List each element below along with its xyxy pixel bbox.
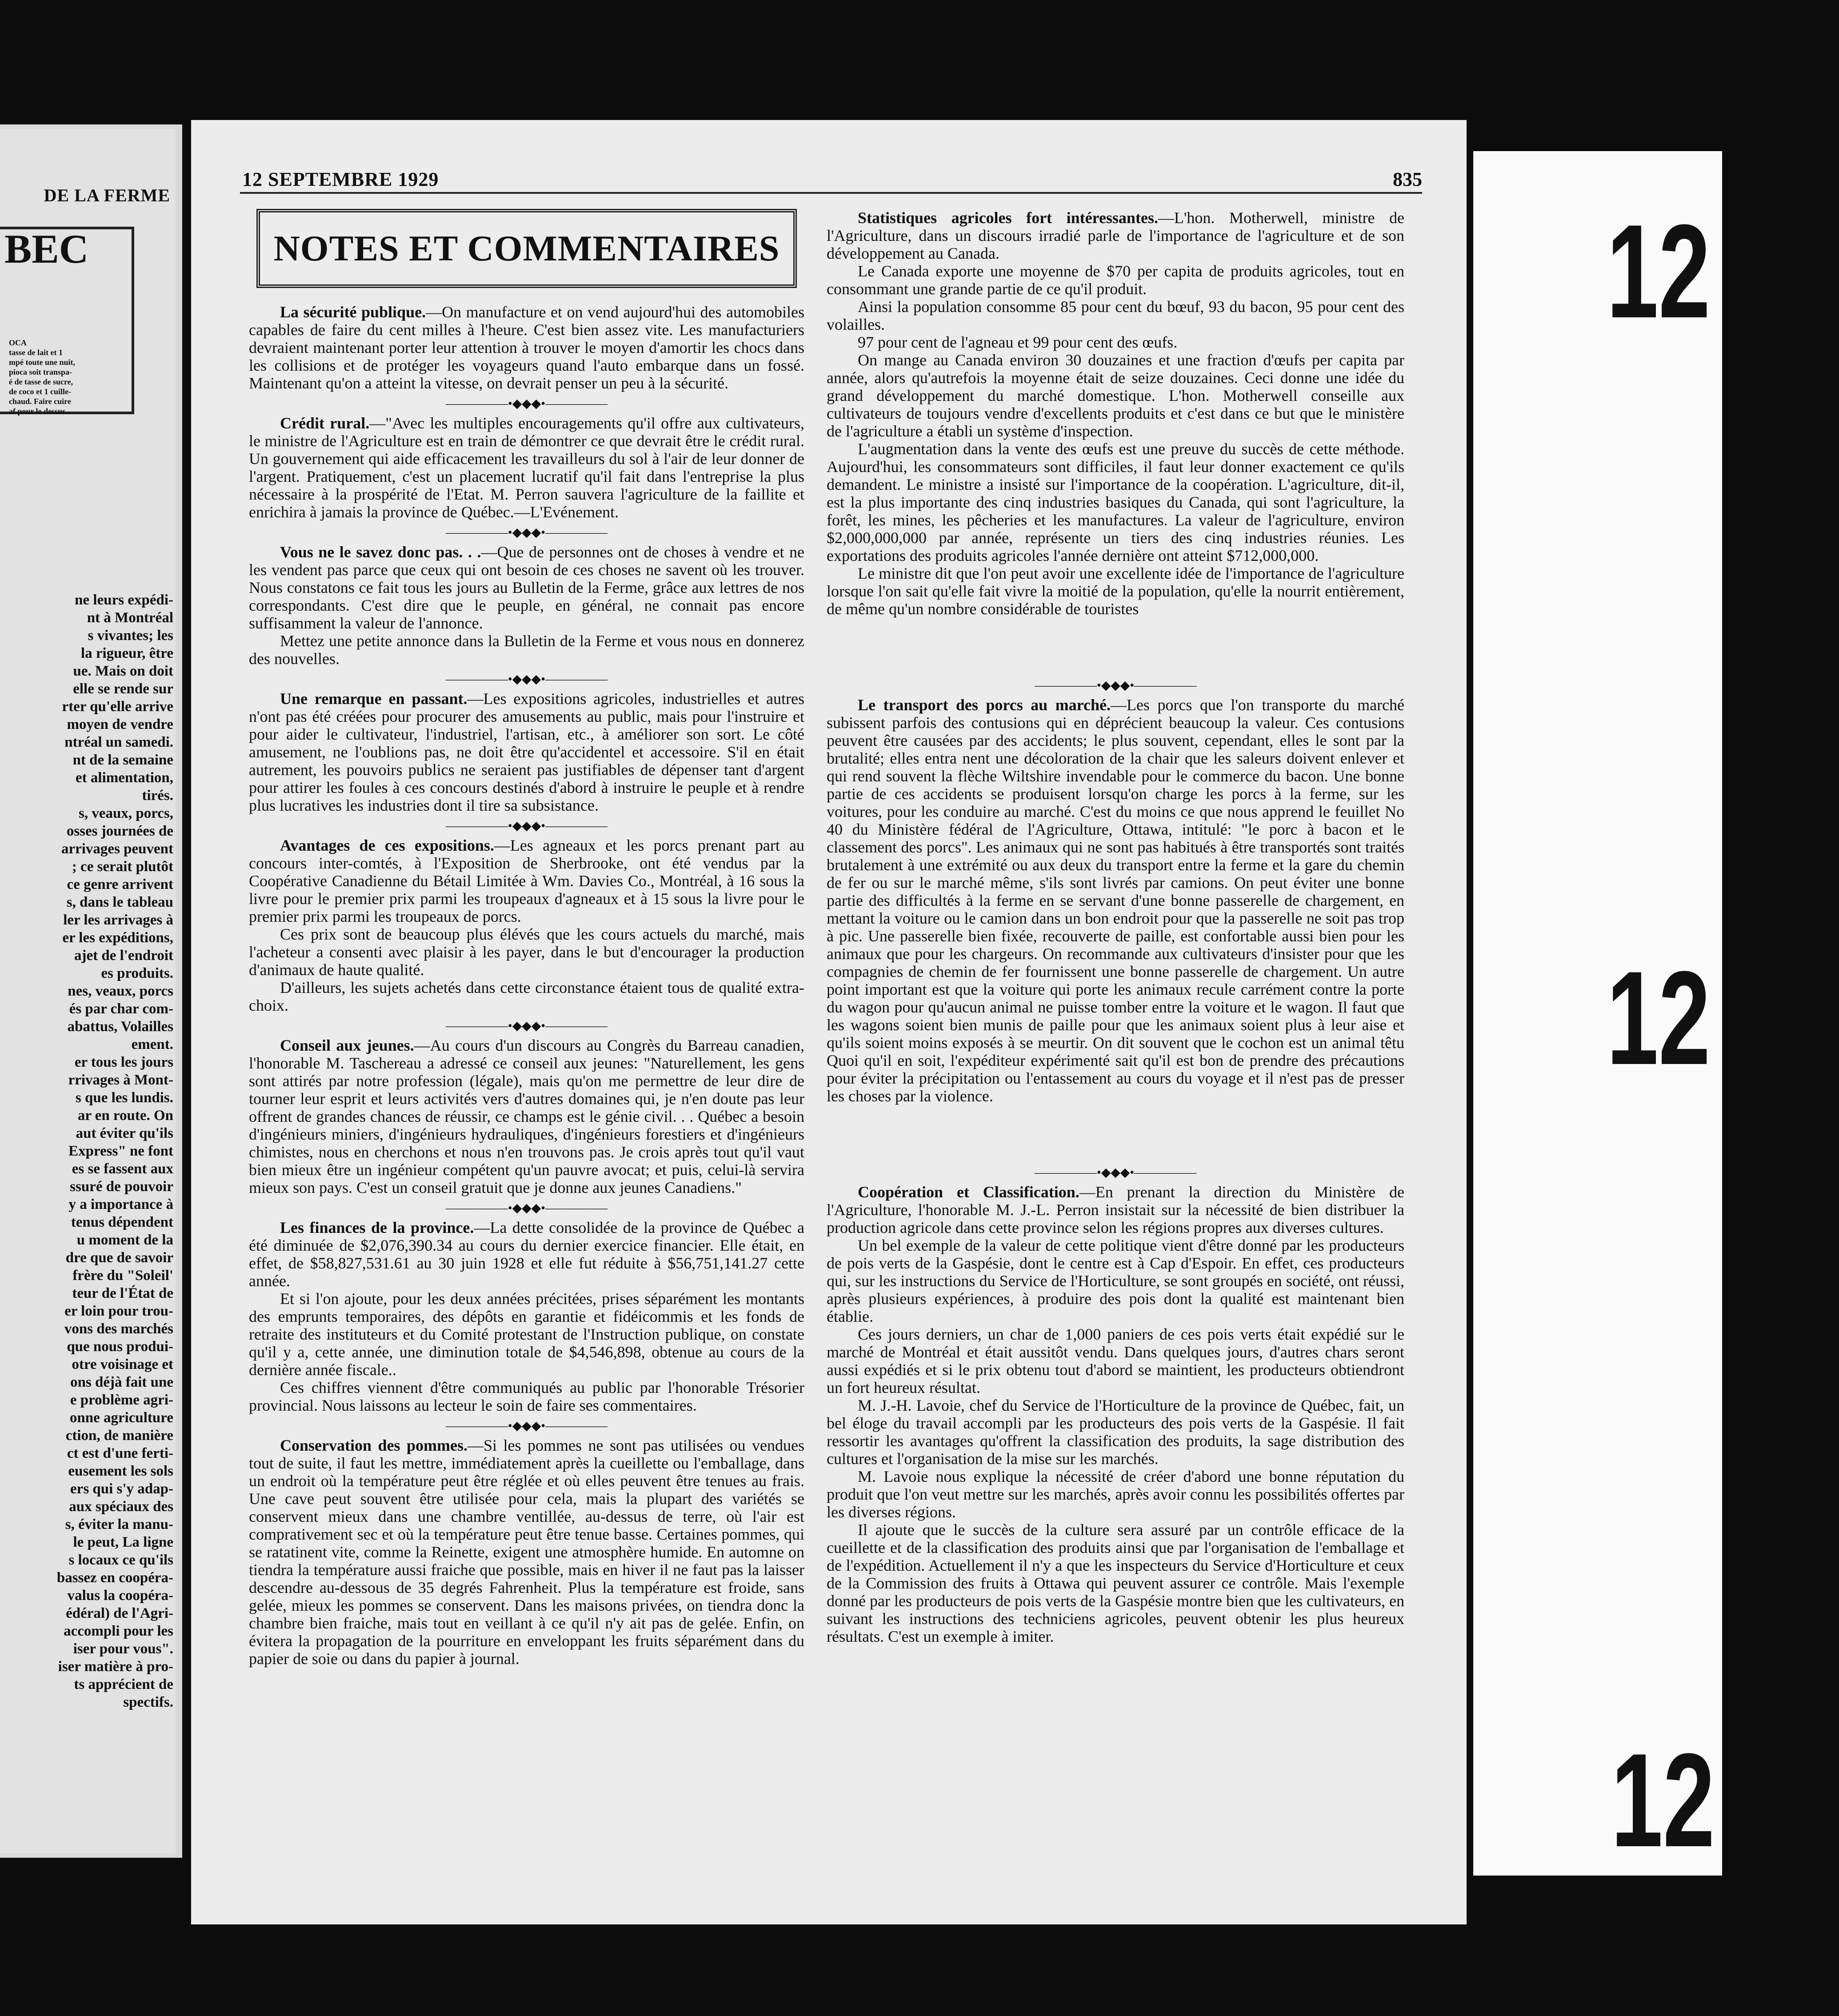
article-text: Ainsi la population consomme 85 pour cent du bœuf, 93 du bacon, 95 pour cent des volailles. <box>827 298 1404 333</box>
article-paragraph <box>827 1468 1404 1521</box>
left-column <box>249 209 804 1672</box>
article-title: Coopération et Classification. <box>858 1183 1079 1201</box>
article-title: Crédit rural. <box>280 414 370 432</box>
article-separator: —————•◆◆◆•————— <box>445 1201 608 1215</box>
article-text: Le Canada exporte une moyenne de $70 per capita de produits agricoles, tout en consommant une grande partie de ce qu'il produit. <box>827 262 1404 298</box>
text-fragment: que nous produi- <box>67 1339 173 1355</box>
text-fragment: ue. Mais on doit <box>73 663 173 679</box>
article-paragraph <box>249 925 804 979</box>
recipe-line: é de tasse de sucre, <box>9 377 73 386</box>
text-fragment: er les expéditions, <box>62 930 173 946</box>
text-fragment: s locaux ce qu'ils <box>68 1552 173 1568</box>
article <box>249 690 804 814</box>
article-title: Le transport des porcs au marché. <box>858 696 1111 714</box>
text-fragment: ts apprécient de <box>74 1676 173 1692</box>
article-paragraph <box>249 543 804 632</box>
article-title: Conservation des pommes. <box>280 1436 468 1454</box>
article-text: M. Lavoie nous explique la nécessité de créer d'abord une bonne réputation du produit que l'on veut mettre sur les marchés, après avoir connu les possibilités offertes par les diverses régions. <box>827 1468 1404 1521</box>
column-gap <box>827 1109 1404 1163</box>
article <box>249 1436 804 1668</box>
text-fragment: nes, veaux, porcs <box>68 983 173 999</box>
article-paragraph <box>249 1436 804 1668</box>
text-fragment: ler les arrivages à <box>63 912 173 928</box>
recipe-box <box>9 338 124 416</box>
text-fragment: elle se rende sur <box>73 681 173 697</box>
text-fragment: le peut, La ligne <box>73 1534 173 1550</box>
article-separator: —————•◆◆◆•————— <box>445 819 608 833</box>
article-paragraph <box>249 1219 804 1290</box>
article-text: Un bel exemple de la valeur de cette politique vient d'être donné par les producteurs de pois verts de la Gaspésie, dont le centre est à Cap d'Espoir. En effet, ces producteurs qui, sur les instructions du Service de l'Horticulture, se sont groupés en société, ont réussi, après plusieurs expériences, à produire des pois dont la qualité est maintenant bien établie. <box>827 1236 1404 1325</box>
article-text: Le ministre dit que l'on peut avoir une excellente idée de l'importance de l'agriculture lorsque l'on sait qu'elle fait vivre la moitié de la population, qu'elle la nourrit entièrement, de même qu'un nombre considérable de touristes <box>827 564 1404 618</box>
page-date: 12 SEPTEMBRE 1929 <box>242 168 439 190</box>
article-title: Statistiques agricoles fort intéressantes. <box>858 209 1158 227</box>
text-fragment: abattus, Volailles <box>67 1019 173 1035</box>
article-text: —Les porcs que l'on transporte du marché subissent parfois des contusions qui en déprécient beaucoup la valeur. Ces contusions peuvent être causées par des accidents; le plus souvent, cependant, elles le sont par la brutalité; elles entra nent une décoloration de la chair que les saleurs doivent enlever et qui rend souvent la flèche Wiltshire invendable pour le commerce du bacon. Une bonne partie de ces accidents se produisent lorsqu'on charge les porcs à la ferme, sur les voitures, pour les conduire au marché. C'est du moins ce que nous apprend le feuillet No 40 du Ministère fédéral de l'Agriculture, Ottawa, intitulé: "le porc à bacon et le classement des porcs". Les animaux qui ne sont pas habitués à être transportés sont traités brutalement à une extrémité ou aux deux du transport entre la ferme et la gare du chemin de fer ou sur le marché même, s'ils sont livrés par camions. On peut éviter une bonne partie des difficultés à la ferme en se servant d'une bonne passerelle de chargement, en mettant la voiture ou le camion dans un bon endroit pour que la passerelle ne soit pas trop à pic. Une passerelle bien fixée, recouverte de paille, est confortable aussi bien pour les animaux que pour les chargeurs. On recommande aux cultivateurs d'insister pour que les compagnies de chemin de fer fournissent une bonne passerelle de chargement. Un autre point important est que la voiture qui porte les animaux recule carrément contre la porte du wagon pour qu'aucun animal ne puisse tomber entre la voiture et le wagon. Il faut que les wagons soient bien munis de paille pour que les animaux soient plus à leur aise et qu'ils soient moins exposés à se meurtir. On dit souvent que le cochon est un animal têtu Quoi qu'il en soit, l'expéditeur expérimenté sait qu'il est bon de prendre des précautions pour éviter la précipitation ou l'entassement au cours du voyage et il n'est pas de presser les choses par la violence. <box>827 696 1405 1105</box>
recipe-line: pioca soit transpa- <box>9 368 72 376</box>
article-text: Mettez une petite annonce dans la Bulletin de la Ferme et vous nous en donnerez des nouvelles. <box>249 632 804 668</box>
text-fragment: es produits. <box>101 965 173 981</box>
text-fragment: et alimentation, <box>76 770 173 786</box>
text-fragment: aut éviter qu'ils <box>76 1125 173 1141</box>
text-fragment: ne leurs expédi- <box>75 592 173 608</box>
text-fragment: ajet de l'endroit <box>74 948 173 964</box>
article-paragraph <box>827 1236 1404 1325</box>
recipe-heading: OCA <box>9 338 27 347</box>
text-fragment: aux spéciaux des <box>69 1499 173 1515</box>
frame-marker: 12 <box>1607 943 1711 1092</box>
text-fragment: ar en route. On <box>77 1108 173 1124</box>
previous-page-header: DE LA FERME <box>44 185 170 205</box>
text-fragment: teur de l'État de <box>72 1285 173 1301</box>
article <box>827 1183 1404 1645</box>
article-paragraph <box>249 414 804 521</box>
text-fragment: tenus dépendent <box>71 1214 173 1230</box>
text-fragment: moyen de vendre <box>67 716 173 732</box>
article-text: —Si les pommes ne sont pas utilisées ou vendues tout de suite, il faut les mettre, immédiatement après la cueillette ou l'emballage, dans un endroit où la température peut être réglée et où elles peuvent être tenues au frais. Une cave peut souvent être utilisée pour cela, mais la plupart des variétés se conservent mieux dans une chambre ventillée, au-dessus de terre, où l'air est comprativement sec et où la température peut être tenue basse. Certaines pommes, qui se ratatinent vite, comme la Reinette, exigent une atmosphère humide. En automne on tiendra la température aussi fraiche que possible, mais en hiver il ne faut pas la laisser descendre au-dessous de 35 degrés Fahrenheit. Plus la température est froide, sans gelée, mieux les pommes se conservent. Dans les maisons privées, on tiendra donc la chambre bien fraiche, mais tout en veillant à ce qu'il n'y ait pas de gelée. Enfin, on évitera la propagation de la pourriture en enveloppant les fruits séparément dans du papier de soie ou dans du papier à journal. <box>249 1436 805 1668</box>
text-fragment: nt de la semaine <box>72 752 173 768</box>
article-paragraph <box>827 1183 1404 1236</box>
article-text: Ces prix sont de beaucoup plus élévés que les cours actuels du marché, mais l'acheteur a consenti avec plaisir à les payer, dans le but d'encourager la production d'animaux de haute qualité. <box>249 925 804 979</box>
recipe-lines <box>9 348 124 416</box>
article-separator: —————•◆◆◆•————— <box>445 1019 608 1033</box>
text-fragment: accompli pour les <box>64 1623 173 1639</box>
text-fragment: rrivages à Mont- <box>68 1072 173 1088</box>
article-text: Et si l'on ajoute, pour les deux années précitées, prises séparément les montants des emprunts temporaires, des dépôts en garantie et fidéicommis et les fonds de retraite des instituteurs et du Comité protestant de l'Instruction publique, on constate qu'il y a, cette année, une diminution totale de $4,546,898, obtenue au cours de la dernière année fiscale.. <box>249 1290 804 1379</box>
text-fragment: e problème agri- <box>70 1392 173 1408</box>
text-fragment: es se fassent aux <box>72 1161 173 1177</box>
article-paragraph <box>827 262 1404 298</box>
recipe-line: de coco et 1 cuille- <box>9 387 71 396</box>
article <box>249 303 804 392</box>
text-fragment: s, veaux, porcs, <box>79 805 173 821</box>
text-fragment: ction, de manière <box>65 1428 173 1444</box>
masthead-fragment: BEC <box>4 226 89 272</box>
text-fragment: iser matière à pro- <box>58 1659 173 1675</box>
article-text: Ces chiffres viennent d'être communiqués au public par l'honorable Trésorier provincial. Nous laissons au lecteur le soin de faire ses commentaires. <box>249 1379 804 1414</box>
article-separator: —————•◆◆◆•————— <box>445 526 608 540</box>
title-box <box>256 209 797 288</box>
text-fragment: ntréal un samedi. <box>64 734 173 750</box>
text-fragment: bassez en coopéra- <box>56 1570 173 1586</box>
text-fragment: rter qu'elle arrive <box>62 699 173 715</box>
right-articles <box>827 209 1404 1645</box>
article-paragraph <box>827 440 1404 564</box>
recipe-line: mpé toute une nuit, <box>9 358 76 367</box>
article <box>827 209 1404 618</box>
text-fragment: ers qui s'y adap- <box>70 1481 173 1497</box>
text-fragment: y a importance à <box>68 1196 173 1212</box>
text-fragment: spectifs. <box>123 1694 173 1710</box>
article-paragraph <box>249 979 804 1014</box>
text-fragment: valus la coopéra- <box>67 1588 173 1604</box>
text-fragment: dre que de savoir <box>65 1250 173 1266</box>
article <box>249 414 804 521</box>
text-fragment: édéral) de l'Agri- <box>66 1605 173 1621</box>
article-paragraph <box>827 298 1404 333</box>
article-separator: —————•◆◆◆•————— <box>445 397 608 411</box>
recipe-line: af pour le dessus. <box>9 407 68 416</box>
text-fragment: osses journées de <box>66 823 173 839</box>
article <box>249 543 804 668</box>
article-paragraph <box>827 564 1404 618</box>
article-title: Avantages de ces expositions. <box>280 836 494 854</box>
article <box>827 696 1404 1105</box>
left-articles <box>249 303 804 1668</box>
text-fragment: Express" ne font <box>68 1143 173 1159</box>
article-paragraph <box>827 333 1404 351</box>
text-fragment: eusement les sols <box>68 1463 173 1479</box>
article-paragraph <box>827 1325 1404 1396</box>
article-text: —En prenant la direction du Ministère de l'Agriculture, l'honorable M. J.-L. Perron insistait sur la nécessité de bien distribuer la production agricole dans cette province selon les régions propres aux diverses cultures. <box>827 1183 1404 1236</box>
text-fragment: vons des marchés <box>64 1321 173 1337</box>
text-fragment: s, éviter la manu- <box>65 1516 173 1532</box>
recipe-line: chaud. Faire cuire <box>9 397 71 406</box>
article-title: Vous ne le savez donc pas. . . <box>280 543 481 561</box>
right-column <box>827 209 1404 1650</box>
article-text: —Les agneaux et les porcs prenant part au concours inter-comtés, à l'Exposition de Sherbrooke, ont été vendus par la Coopérative Canadienne du Bétail Limitée à Wm. Davies Co., Montréal, à 16 sous la livre pour le premier prix parmi les troupeaux d'agneaux et à 15 sous la livre pour le premier prix parmi les troupeaux de porcs. <box>249 836 804 925</box>
article-paragraph <box>249 303 804 392</box>
text-fragment: ssuré de pouvoir <box>70 1179 173 1195</box>
article-paragraph <box>827 1521 1404 1645</box>
text-fragment: ons déjà fait une <box>70 1374 173 1390</box>
article <box>249 1036 804 1196</box>
frame-marker: 12 <box>1607 196 1711 346</box>
article-text: —La dette consolidée de la province de Québec a été diminuée de $2,076,390.34 au cours du dernier exercice financier. Elle était, en effet, de $58,827,531.61 au 30 juin 1928 et elle fut réduite à $56,751,141.27 cette année. <box>249 1219 804 1290</box>
article-separator: —————•◆◆◆•————— <box>445 672 608 686</box>
text-fragment: er loin pour trou- <box>64 1303 173 1319</box>
article-text: Il ajoute que le succès de la culture sera assuré par un contrôle efficace de la cueillette et de la classification des produits ainsi que par l'organisation de l'emballage et de l'expédition. Actuellement il n'y a que les inspecteurs du Service d'Horticulture et ceux de la Commission des fruits à Ottawa qui peuvent assurer ce contrôle. Mais l'exemple donné par les producteurs de pois verts de la Gaspésie montre bien que les cultivateurs, en suivant les instructions des techniciens agricoles, peuvent obtenir les plus heureux résultats. C'est un exemple à imiter. <box>827 1521 1404 1645</box>
text-fragment: tirés. <box>142 788 173 804</box>
text-fragment: ct est d'une ferti- <box>67 1445 173 1461</box>
recipe-line: tasse de lait et 1 <box>9 348 63 357</box>
text-fragment: ; ce serait plutôt <box>72 859 173 875</box>
article-separator: —————•◆◆◆•————— <box>1034 1166 1197 1180</box>
article-paragraph <box>249 632 804 668</box>
article-paragraph <box>827 351 1404 440</box>
article <box>249 836 804 1014</box>
text-fragment: er tous les jours <box>74 1054 173 1070</box>
text-fragment: u moment de la <box>76 1232 173 1248</box>
scan-target-strip <box>1473 151 1722 1876</box>
previous-page-column <box>0 591 173 1711</box>
article-text: On mange au Canada environ 30 douzaines et une fraction d'œufs per capita par année, alors qu'autrefois la moyenne était de seize douzaines. Ceci donne une idée du grand développement du marché domestique. L'hon. Motherwell conseille aux cultivateurs de toujours vendre d'excellents produits et c'est dans ce but que le ministère de l'agriculture a établi un système d'inspection. <box>827 351 1404 440</box>
article-paragraph <box>827 1396 1404 1468</box>
page-title: NOTES ET COMMENTAIRES <box>273 228 780 268</box>
text-fragment: arrivages peuvent <box>61 841 173 857</box>
article-text: Ces jours derniers, un char de 1,000 paniers de ces pois verts était expédié sur le marché de Montréal et était aussitôt vendu. Dans quelques jours, d'autres chars seront aussi expédiés et si le prix obtenu tout d'abord se maintient, les producteurs obtiendront un fort heureux résultat. <box>827 1325 1404 1396</box>
text-fragment: s, dans le tableau <box>66 894 173 910</box>
article-paragraph <box>827 209 1404 262</box>
article-text: —On manufacture et on vend aujourd'hui des automobiles capables de faire du cent milles à l'heure. C'est bien assez vite. Les manufacturiers devraient maintenant porter leur attention à trouver le moyen d'amortir les chocs dans les collisions et de protéger les voyageurs quand l'auto embarque dans un fossé. Maintenant qu'on a atteint la vitesse, on devrait penser un peu à la sécurité. <box>249 303 804 392</box>
article-paragraph <box>827 696 1404 1105</box>
article-paragraph <box>249 1379 804 1414</box>
frame-marker: 12 <box>1611 1725 1715 1875</box>
text-fragment: la rigueur, être <box>80 645 173 661</box>
article-text: M. J.-H. Lavoie, chef du Service de l'Horticulture de la province de Québec, fait, un bel éloge du travail accompli par les producteurs des pois verts de la Gaspésie. Il fait ressortir les avantages qu'offrent la classification des produits, la sage distribution des cultures et l'organisation de la mise sur les marchés. <box>827 1396 1404 1468</box>
article-text: —"Avec les multiples encouragements qu'il offre aux cultivateurs, le ministre de l'Agriculture est en train de démontrer ce que devrait être le crédit rural. Un gouvernement qui aide efficacement les travailleurs du sol à l'air de leur donner de l'argent. Pratiquement, c'est un placement lucratif qu'il fait dans l'entreprise la plus nécessaire à la prospérité de l'Etat. M. Perron sauvera l'agriculture de la faillite et enrichira à jamais la province de Québec.—L'Evénement. <box>249 414 804 521</box>
article <box>249 1219 804 1414</box>
article-text: —L'hon. Motherwell, ministre de l'Agriculture, dans un discours irradié parle de l'importance de l'agriculture et de son développement au Canada. <box>827 209 1404 262</box>
article-paragraph <box>249 836 804 925</box>
text-fragment: s vivantes; les <box>88 628 173 644</box>
article-title: La sécurité publique. <box>280 303 426 321</box>
text-fragment: és par char com- <box>69 1001 173 1017</box>
text-fragment: ce genre arrivent <box>67 876 173 892</box>
article-separator: —————•◆◆◆•————— <box>445 1419 608 1433</box>
article-paragraph <box>249 1036 804 1196</box>
article-separator: —————•◆◆◆•————— <box>1034 679 1197 692</box>
article-text: D'ailleurs, les sujets achetés dans cette circonstance étaient tous de qualité extra-choix. <box>249 979 804 1014</box>
text-fragment: s que les lundis. <box>75 1090 173 1106</box>
article-text: —Les expositions agricoles, industrielles et autres n'ont pas été créées pour procurer des amusements au public, mais pour l'instruire et pour aider le cultivateur, l'industriel, l'artisan, etc., à améliorer son sort. Le côté amusement, ne l'oublions pas, ne doit être qu'accidentel et accessoire. S'il en était autrement, les pouvoirs publics ne seraient pas justifiables de dépenser tant d'argent pour attirer les foules à ces concours destinés d'abord à instruire le peuple et à rendre plus lucratives les industries dont il tire sa subsistance. <box>249 690 804 814</box>
article-title: Conseil aux jeunes. <box>280 1036 414 1054</box>
article-text: L'augmentation dans la vente des œufs est une preuve du succès de cette méthode. Aujourd'hui, les consommateurs sont difficiles, il faut leur donner exactement ce qu'ils demandent. Le ministre a insisté sur l'importance de la coopération. L'agriculture, dit-il, est la plus importante des cinq industries basiques du Canada, qui sont l'agriculture, la forêt, les mines, les pêcheries et les manufactures. La valeur de l'agriculture, environ $2,000,000,000 par année, représente un tiers des cinq industries réunies. Les exportations des produits agricoles l'année dernière ont atteint $712,000,000. <box>827 440 1404 564</box>
previous-page-edge <box>0 129 176 1853</box>
text-fragment: ement. <box>131 1036 173 1052</box>
article-paragraph <box>249 1290 804 1379</box>
article-text: 97 pour cent de l'agneau et 99 pour cent des œufs. <box>858 333 1178 351</box>
article-text: —Que de personnes ont de choses à vendre et ne les vendent pas parce que ceux qui ont besoin de ces choses ne savent où les trouver. Nous constatons ce fait tous les jours au Bulletin de la Ferme, grâce aux lettres de nos correspondants. C'est dire que le peuple, en général, ne connait pas encore suffisamment la valeur de l'annonce. <box>249 543 804 632</box>
text-fragment: frère du "Soleil' <box>72 1268 173 1284</box>
header-rule <box>240 192 1422 194</box>
article-paragraph <box>249 690 804 814</box>
text-fragment: nt à Montréal <box>87 610 173 626</box>
article-title: Les finances de la province. <box>280 1219 474 1236</box>
text-fragment: otre voisinage et <box>72 1356 173 1372</box>
text-fragment: iser pour vous". <box>73 1641 173 1657</box>
article-title: Une remarque en passant. <box>280 690 468 708</box>
newspaper-page <box>191 120 1467 1924</box>
column-gap <box>827 622 1404 676</box>
page-number: 835 <box>1393 168 1422 190</box>
text-fragment: onne agriculture <box>69 1410 173 1426</box>
article-text: —Au cours d'un discours au Congrès du Barreau canadien, l'honorable M. Taschereau a adressé ce conseil aux jeunes: "Naturellement, les gens sont attirés par notre profession (légale), mais qu'on me permettre de leur dire de tourner leur esprit et leurs activités vers d'autres domaines qui, je n'en doute pas leur offrent de grandes chances de réussir, ce champs est le génie civil. . . Québec a besoin d'ingénieurs miniers, d'ingénieurs hydrauliques, d'ingénieurs forestiers et d'ingénieurs chimistes, nous en cherchons et nous n'en trouvons pas. Je crois après tout qu'il vaut bien mieux être un ingénieur compétent qu'un pauvre avocat; et puis, celui-là servira mieux son pays. C'est un conseil gratuit que je donne aux jeunes Canadiens." <box>249 1036 804 1196</box>
